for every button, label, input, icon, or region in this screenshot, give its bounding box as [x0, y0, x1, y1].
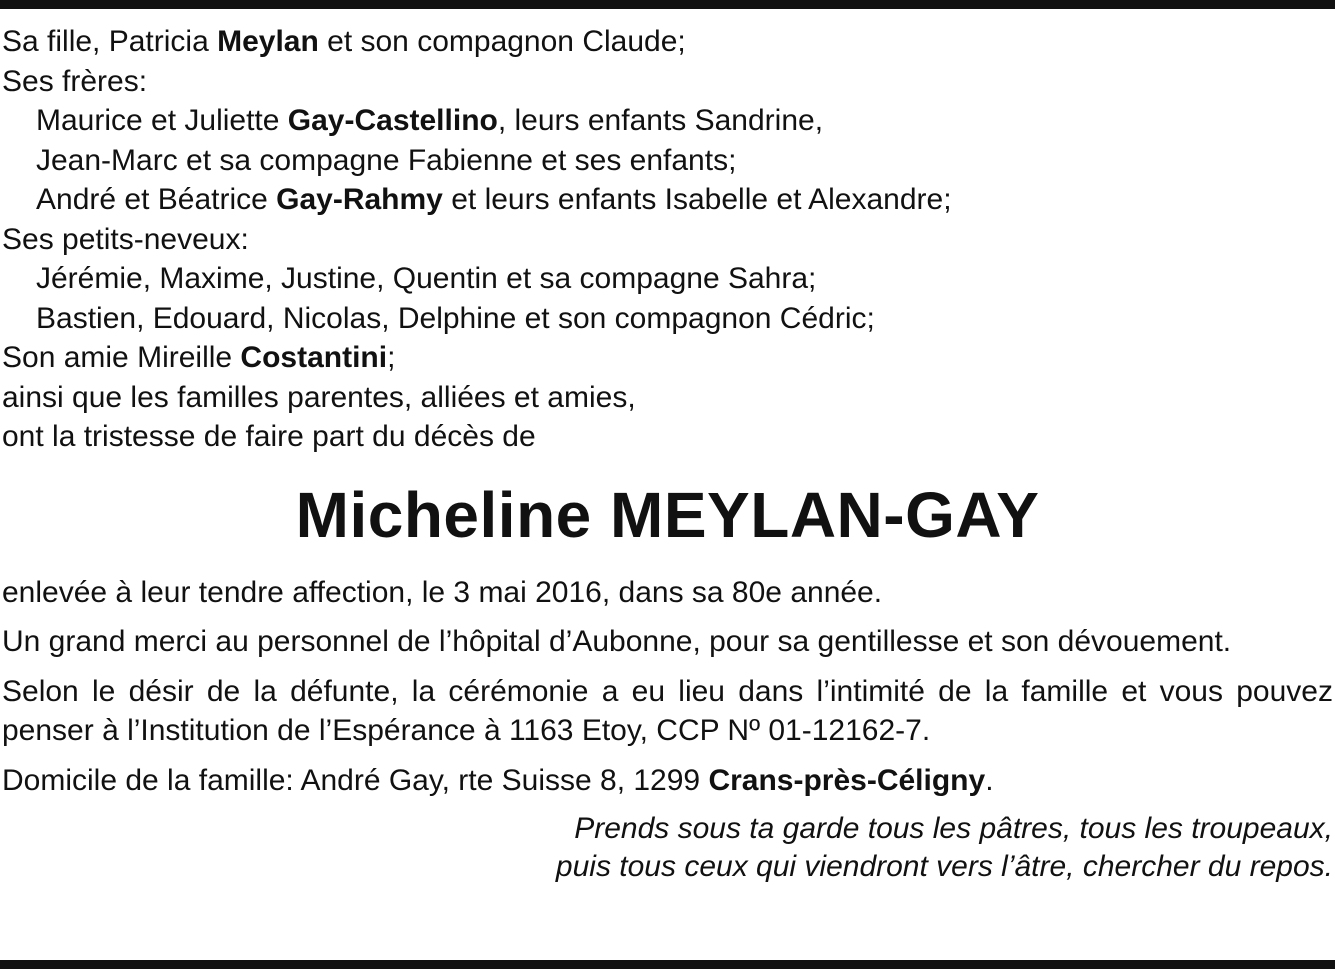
daughter-suffix: et son compagnon Claude; — [318, 25, 686, 58]
grandnephews-line-2: Bastien, Edouard, Nicolas, Delphine et son compagnon Cédric; — [36, 301, 875, 335]
domicile-town: Crans-près-Céligny — [708, 763, 986, 797]
brother-3-surname: Gay-Rahmy — [276, 183, 443, 216]
families-line: ainsi que les familles parentes, alliées et amies, — [2, 380, 636, 414]
domicile-suffix: . — [985, 763, 994, 797]
closing-quote — [2, 810, 1333, 886]
passing-paragraph: enlevée à leur tendre affection, le 3 mai 2016, dans sa 80e année. — [2, 575, 883, 609]
brother-1-surname: Gay-Castellino — [287, 104, 498, 137]
brother-3-prefix: André et Béatrice — [36, 183, 277, 216]
friend-line — [2, 338, 1333, 378]
daughter-line — [2, 22, 1333, 62]
quote-line-2: puis tous ceux qui viendront vers l’âtre, chercher du repos. — [555, 850, 1333, 883]
daughter-prefix: Sa fille, Patricia — [2, 25, 218, 58]
brother-line-3 — [2, 180, 1333, 220]
thanks-paragraph: Un grand merci au personnel de l’hôpital d’Aubonne, pour sa gentillesse et son dévouement. — [2, 625, 1232, 658]
brother-3-suffix: et leurs enfants Isabelle et Alexandre; — [442, 183, 952, 216]
brother-1-suffix: , leurs enfants Sandrine, — [497, 104, 824, 137]
brothers-heading: Ses frères: — [2, 64, 148, 98]
obituary-notice — [2, 22, 1333, 886]
announce-line: ont la tristesse de faire part du décès de — [2, 420, 536, 453]
friend-surname: Costantini — [240, 341, 388, 374]
daughter-surname: Meylan — [217, 25, 319, 58]
bottom-border-rule — [0, 960, 1335, 969]
deceased-name: Micheline MEYLAN-GAY — [295, 478, 1040, 551]
quote-line-1: Prends sous ta garde tous les pâtres, tous les troupeaux, — [574, 812, 1333, 845]
ceremony-paragraph: Selon le désir de la défunte, la cérémonie a eu lieu dans l’intimité de la famille et vous pouvez penser à l’Institution de l’Espérance à 1163 Etoy, CCP Nº 01-12162-7. — [2, 674, 1333, 747]
top-border-rule — [0, 0, 1335, 9]
domicile-line — [2, 761, 1333, 801]
grandnephews-line-1: Jérémie, Maxime, Justine, Quentin et sa compagne Sahra; — [36, 262, 817, 295]
brother-1-prefix: Maurice et Juliette — [36, 104, 288, 137]
domicile-prefix: Domicile de la famille: André Gay, rte Suisse 8, 1299 — [2, 763, 709, 797]
friend-suffix: ; — [387, 341, 396, 374]
grandnephews-heading: Ses petits-neveux: — [2, 222, 249, 256]
brother-line-1 — [2, 101, 1333, 141]
brother-line-2: Jean-Marc et sa compagne Fabienne et ses enfants; — [36, 143, 737, 177]
friend-prefix: Son amie Mireille — [2, 341, 241, 374]
